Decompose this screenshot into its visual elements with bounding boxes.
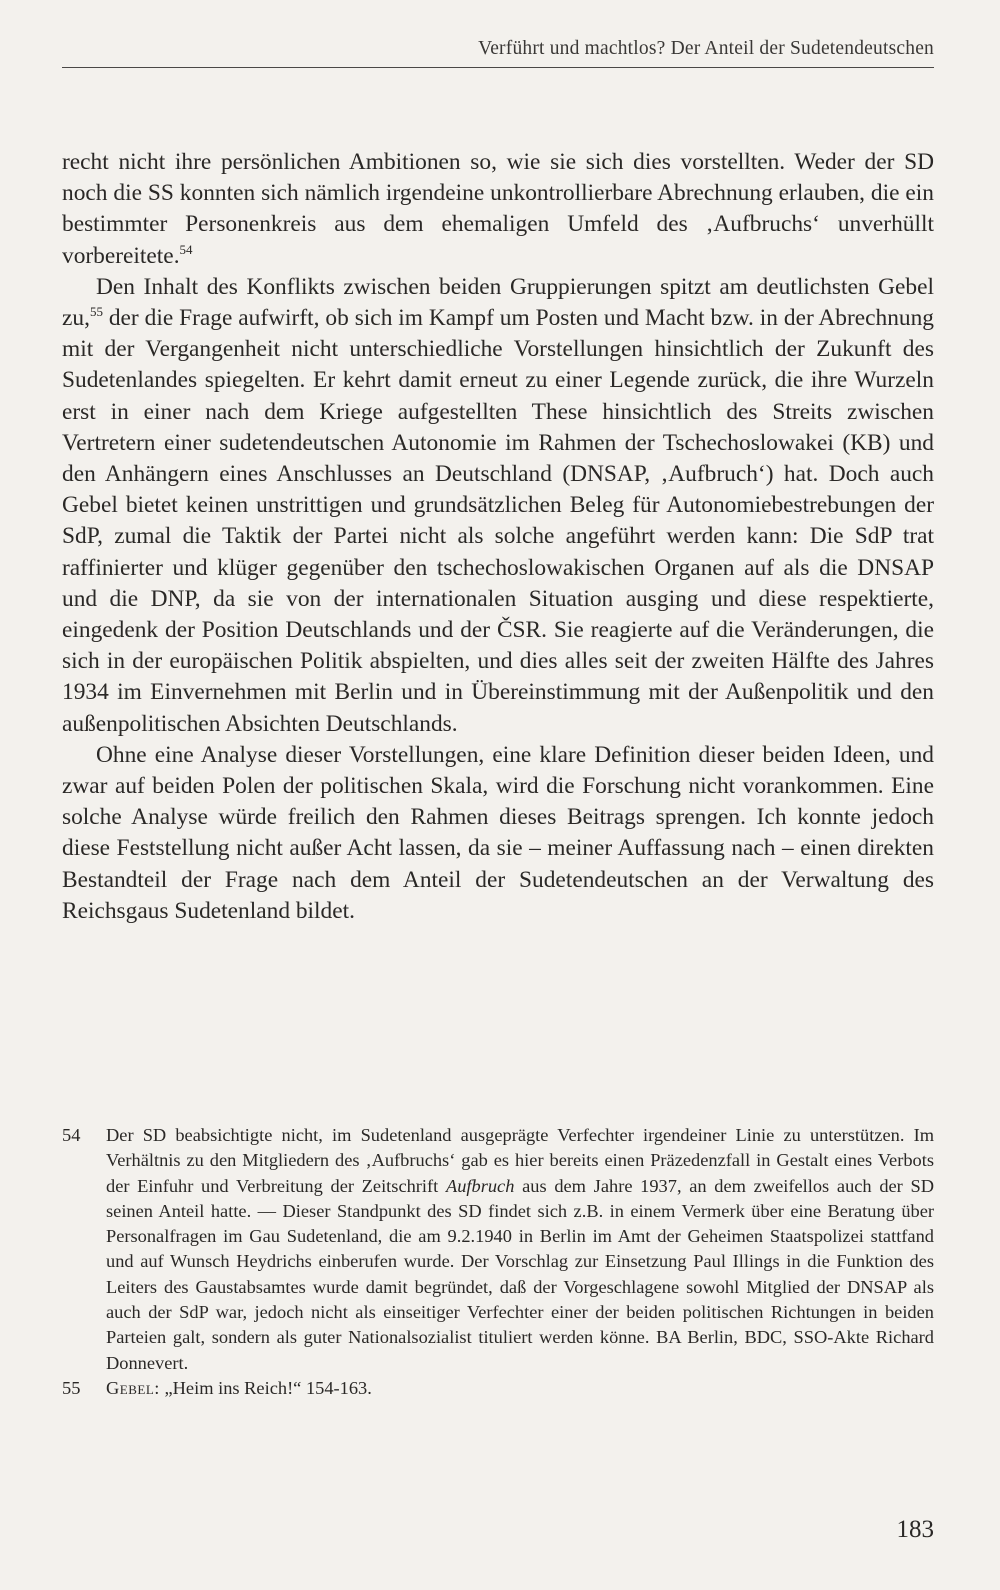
page-number: 183 [896,1516,934,1543]
footnote-text [106,1123,934,1376]
paragraph-2 [62,272,934,740]
running-head: Verführt und machtlos? Der Anteil der Sudetendeutschen [478,38,934,59]
footnote-55 [62,1376,934,1401]
paragraph-2-text-end: der die Frage aufwirft, ob sich im Kampf um Posten und Macht bzw. in der Abrechnung mit der Vergangenheit nicht unterschiedliche Vorstellungen hinsichtlich der Zukunft des Sudetenlandes spiegelten. Er kehrt damit erneut zu einer Legende zurück, die ihre Wurzeln erst in einer nach dem Kriege aufgestellten These hinsichtlich des Streits zwischen Vertretern einer sudetendeutschen Autonomie im Rahmen der Tschechoslowakei (KB) und den Anhängern eines Anschlusses an Deutschland (DNSAP, ‚Aufbruch‘) hat. Doch auch Gebel bietet keinen unstrittigen und grundsätzlichen Beleg für Autonomiebestrebungen der SdP, zumal die Taktik der Partei nicht als solche angeführt werden kann: Die SdP trat raffinierter und klüger gegenüber den tschechoslowakischen Organen auf als die DNSAP und die DNP, da sie von der internationalen Situation ausging und diese respektierte, eingedenk der Position Deutschlands und der ČSR. Sie reagierte auf die Veränderungen, die sich in der europäischen Politik abspielten, und dies alles seit der zweiten Hälfte des Jahres 1934 im Einvernehmen mit Berlin und in Übereinstimmung mit der Außenpolitik und den außenpolitischen Absichten Deutschlands. [62,305,934,737]
paragraph-3-text: Ohne eine Analyse dieser Vorstellungen, eine klare Definition dieser beiden Ideen, und zwar auf beiden Polen der politischen Skala, wird die Forschung nicht vorankommen. Eine solche Analyse würde freilich den Rahmen dieses Beitrags sprengen. Ich konnte jedoch diese Feststellung nicht außer Acht lassen, da sie – meiner Auffassung nach – einen direkten Bestandteil der Frage nach dem Anteil der Sudetendeutschen an der Verwaltung des Reichsgaus Sudetenland bildet. [62,741,934,924]
footnote-54 [62,1123,934,1376]
footnote-ref-55: 55 [89,304,103,320]
footnote-number: 55 [62,1377,81,1398]
header-rule [62,67,934,68]
paragraph-2-text-start: Den Inhalt des Konflikts zwischen beiden Gruppierungen spitzt am deutlichsten Gebel zu, [62,273,934,332]
footnote-ref-54: 54 [179,241,193,257]
paragraph-3 [62,740,934,927]
footnote-55-title: „Heim ins Reich!“ 154-163. [159,1377,372,1398]
footnotes [62,1123,934,1401]
footnote-54-text-b: aus dem Jahre 1937, an dem zweifellos auch der SD seinen Anteil hatte. — Dieser Standpunkt des SD findet sich z.B. in einem Vermerk über eine Beratung über Personalfragen im Gau Sudetenland, die am 9.2.1940 in Berlin im Amt der Geheimen Staatspolizei stattfand und auf Wunsch Heydrichs einberufen wurde. Der Vorschlag zur Einsetzung Paul Illings in die Funktion des Leiters des Gaustabsamtes wurde damit begründet, daß der Vorgeschlagene sowohl Mitglied der DNSAP als auch der SdP war, jedoch nicht als einseitiger Verfechter einer der beiden politischen Richtungen in beiden Parteien galt, sondern als guter Nationalsozialist tituliert werden könne. BA Berlin, BDC, SSO-Akte Richard Donnevert. [106,1175,934,1373]
footnote-text [106,1376,934,1401]
body-text [62,147,934,927]
footnote-55-author: Gebel: [106,1377,160,1398]
paragraph-1 [62,147,934,272]
paragraph-1-text: recht nicht ihre persönlichen Ambitionen so, wie sie sich dies vorstellten. Weder der SD noch die SS konnten sich nämlich irgendeine unkontrollierbare Abrechnung erlauben, die ein bestimmter Personenkreis aus dem ehemaligen Umfeld des ‚Aufbruchs‘ unverhüllt vorbereitete. [62,149,934,269]
footnote-54-text-a: Der SD beabsichtigte nicht, im Sudetenland ausgeprägte Verfechter irgendeiner Linie zu unterstützen. Im Verhältnis zu den Mitgliedern des ‚Aufbruchs‘ gab es hier bereits einen Präzedenzfall in Gestalt eines Verbots der Einfuhr und Verbreitung der Zeitschrift [106,1125,934,1196]
footnote-54-italic-title: Aufbruch [445,1175,515,1196]
footnote-number: 54 [62,1125,81,1145]
